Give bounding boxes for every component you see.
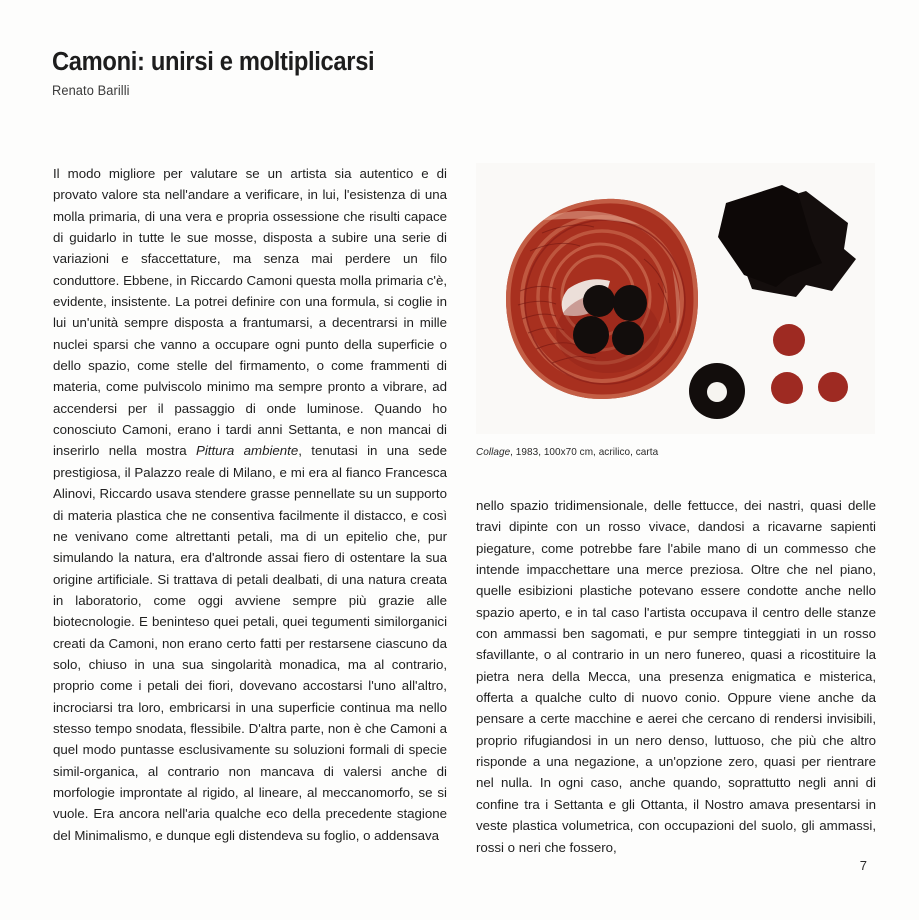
article-header bbox=[52, 50, 692, 98]
paragraph-left bbox=[53, 163, 447, 846]
black-dot-1 bbox=[583, 285, 615, 317]
artwork-figure bbox=[476, 163, 875, 434]
red-swirl-form bbox=[506, 199, 698, 399]
artwork-image bbox=[476, 163, 875, 434]
exhibition-title-italic: Pittura ambiente bbox=[196, 443, 299, 459]
figure-caption-title: Collage bbox=[476, 447, 511, 458]
page-title: Camoni: unirsi e moltiplicarsi bbox=[52, 48, 375, 76]
body-text-right-column bbox=[476, 495, 876, 858]
black-ring-hole bbox=[707, 382, 727, 402]
black-ring bbox=[689, 363, 745, 419]
page-number: 7 bbox=[859, 858, 867, 873]
paragraph-right: nello spazio tridimensionale, delle fettucce, dei nastri, quasi delle travi dipinte con un rosso vivace, dandosi a ricavarne sapienti piegature, come potrebbe fare l'abile mano di un commesso che intende impacchettare una merce preziosa. Oltre che nel piano, quelle esibizioni plastiche potevano essere condotte anche nello spazio aperto, e in tal caso l'artista occupava il centro delle stanze con ammassi ben sagomati, e pur sempre tinteggiati in un rosso sfavillante, o al contrario in un nero funereo, quasi a ricostituire la pietra nera della Mecca, una presenza enigmatica e misterica, offerta a qualche culto di nuovo conio. Oppure viene anche da pensare a certe macchine e aerei che cercano di rendersi invisibili, proprio rifugiandosi in un nero denso, luttuoso, che più che altro risponde a una negazione, a un'opzione zero, quasi per rientrare nel nulla. In ogni caso, anche quando, soprattutto negli anni di confine tra i Settanta e gli Ottanta, il Nostro amava presentarsi in veste plastica volumetrica, con occupazioni del suolo, gli ammassi, rossi o neri che fossero, bbox=[476, 498, 876, 855]
black-dot-3 bbox=[573, 316, 609, 354]
small-red-circle-1 bbox=[773, 324, 805, 356]
black-dot-4 bbox=[612, 321, 644, 355]
figure-caption-details: , 1983, 100x70 cm, acrilico, carta bbox=[510, 447, 659, 458]
small-red-circle-2 bbox=[771, 372, 803, 404]
paragraph-left-part-2: , tenutasi in una sede prestigiosa, il Palazzo reale di Milano, e mi era al fianco Francesca Alinovi, Riccardo usava stendere grasse pennellate su un supporto di materia plastica che ne consentiva facilmente il distacco, e così ne venivano come altrettanti petali, ma di un epitelio che, pur simulando la natura, era d'altronde assai fiero di ostentare la sua origine artificiale. Si trattava di petali dealbati, di una natura creata in laboratorio, come oggi avviene sempre più grazie alle biotecnologie. E beninteso quei petali, quei tegumenti similorganici creati da Camoni, non erano certo fatti per restarsene ciascuno da solo, chiuso in una sua singolarità monadica, ma al contrario, proprio come i petali dei fiori, dovevano accostarsi l'uno all'altro, incrociarsi tra loro, embricarsi in una superficie continua ma nello stesso tempo snodata, flessibile. D'altra parte, non è che Camoni a quel modo puntasse esclusivamente su soluzioni formali di specie simil-organica, al contrario non mancava di valersi anche di morfologie improntate al rigido, al lineare, al meccanomorfo, se si vuole. Era ancora nell'aria qualche eco della precedente stagione del Minimalismo, e dunque egli distendeva su foglio, o addensava bbox=[53, 443, 448, 843]
black-dot-2 bbox=[613, 285, 647, 321]
small-red-circle-3 bbox=[818, 372, 848, 402]
paragraph-left-part-1: Il modo migliore per valutare se un artista sia autentico e di provato valore sta nell'andare a verificare, in lui, l'esistenza di una molla primaria, di una vera e propria ossessione che risulti capace di guidarlo in tutte le sue mosse, disposta a subire una serie di variazioni e sfaccettature, ma senza mai perdere un filo conduttore. Ebbene, in Riccardo Camoni questa molla primaria c'è, evidente, insistente. La potrei definire con una formula, si coglie in lui un'unità sempre disposta a frantumarsi, a decentrarsi in mille nuclei sparsi che vanno a occupare ogni punto della superficie o dello spazio, come stelle del firmamento, o come frammenti di materia, come pulviscolo minimo ma sempre pronto a vibrare, ad accendersi per il passaggio di onde luminose. Quando ho conosciuto Camoni, erano i tardi anni Settanta, e non mancai di inserirlo nella mostra bbox=[53, 166, 447, 459]
figure-caption bbox=[476, 446, 860, 459]
article-author: Renato Barilli bbox=[52, 82, 130, 98]
body-text-left-column bbox=[53, 163, 447, 846]
